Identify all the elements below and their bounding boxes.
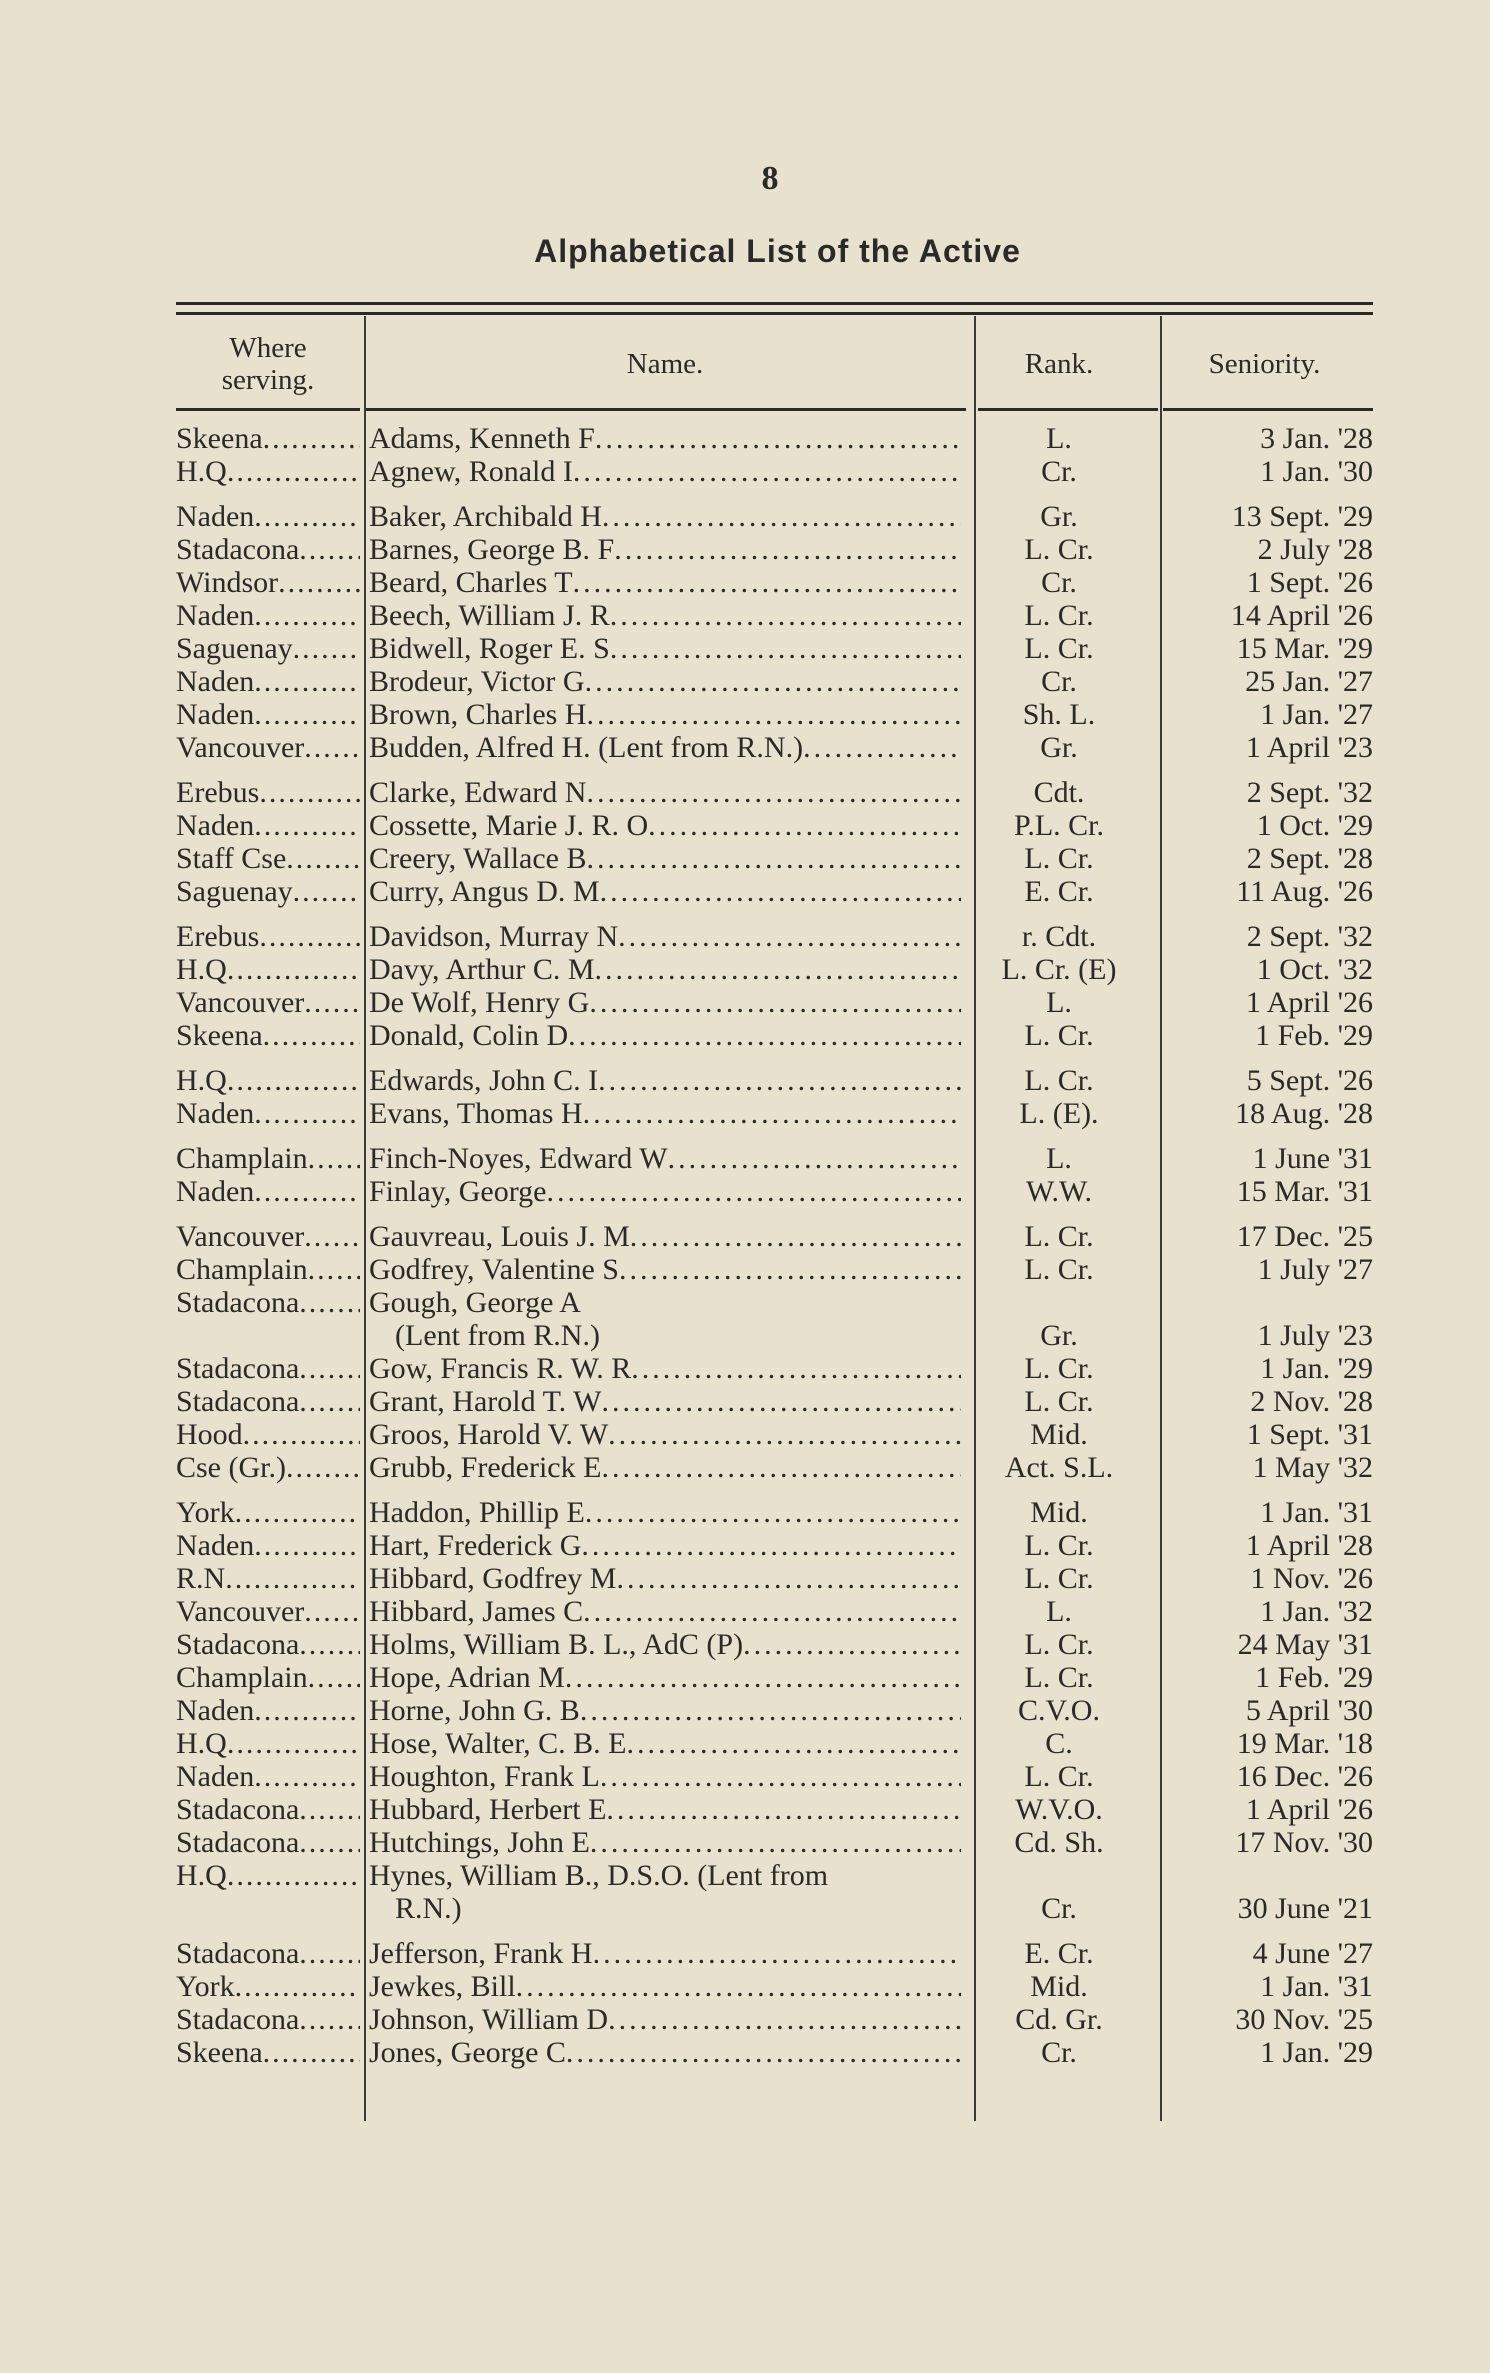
table-row	[176, 1451, 1373, 1484]
name-text: Jefferson, Frank H .....	[369, 1937, 961, 1970]
name-cell	[369, 986, 961, 1019]
where-serving-cell: York .....	[176, 1970, 360, 2003]
name-cell	[369, 698, 961, 731]
name-text: Hose, Walter, C. B. E .....	[369, 1727, 961, 1760]
where-serving-cell: Erebus .....	[176, 920, 360, 953]
name-cell	[369, 1595, 961, 1628]
name-text: Haddon, Phillip E .....	[369, 1496, 961, 1529]
name-continuation-text: R.N.)	[395, 1892, 462, 1925]
rank-cell: Act. S.L.	[1004, 1451, 1114, 1484]
header-seniority: Seniority.	[1208, 348, 1321, 380]
name-text: Jones, George C .....	[369, 2036, 961, 2069]
table-row	[176, 1097, 1373, 1130]
seniority-cell: 5 Sept. '26	[1246, 1064, 1373, 1097]
name-text: Godfrey, Valentine S .....	[369, 1253, 961, 1286]
where-serving-cell: Stadacona .....	[176, 1286, 360, 1319]
where-serving-cell: Stadacona .....	[176, 1937, 360, 1970]
seniority-cell: 1 July '27	[1257, 1253, 1373, 1286]
where-serving-cell: Naden .....	[176, 1175, 360, 1208]
where-serving-cell: Naden .....	[176, 698, 360, 731]
rank-cell: Cd. Gr.	[1015, 2003, 1103, 2036]
name-text: Gauvreau, Louis J. M .....	[369, 1220, 961, 1253]
table-row	[176, 1562, 1373, 1595]
name-cell	[369, 1529, 961, 1562]
seniority-cell: 18 Aug. '28	[1235, 1097, 1373, 1130]
rank-cell: L. Cr.	[1024, 1760, 1094, 1793]
table-row	[176, 422, 1373, 455]
name-cell	[369, 1562, 961, 1595]
seniority-cell: 3 Jan. '28	[1260, 422, 1373, 455]
name-cell	[369, 953, 961, 986]
name-text: Hart, Frederick G .....	[369, 1529, 961, 1562]
name-cell	[369, 2036, 961, 2069]
name-text: Gough, George A	[369, 1286, 581, 1319]
seniority-cell: 2 Nov. '28	[1250, 1385, 1373, 1418]
rank-cell: L. (E).	[1019, 1097, 1099, 1130]
name-cell	[369, 665, 961, 698]
where-serving-cell: Windsor .....	[176, 566, 360, 599]
rank-cell: L. Cr.	[1024, 1661, 1094, 1694]
table-row	[176, 1970, 1373, 2003]
table-row	[176, 1496, 1373, 1529]
where-serving-cell: Naden .....	[176, 599, 360, 632]
name-text: Baker, Archibald H .....	[369, 500, 961, 533]
where-serving-cell: Stadacona .....	[176, 533, 360, 566]
rank-cell: L. Cr.	[1024, 1019, 1094, 1052]
name-cell	[369, 1418, 961, 1451]
rank-cell: L. Cr.	[1024, 1562, 1094, 1595]
seniority-cell: 1 Jan. '29	[1260, 1352, 1373, 1385]
name-text: Groos, Harold V. W .....	[369, 1418, 961, 1451]
rank-cell: Gr.	[1040, 1319, 1078, 1352]
rank-cell: P.L. Cr.	[1013, 809, 1105, 842]
rank-cell: Cr.	[1041, 455, 1077, 488]
header-rank: Rank.	[1024, 348, 1094, 380]
name-text: Finch-Noyes, Edward W .....	[369, 1142, 961, 1175]
header-rule-seniority	[1163, 408, 1373, 411]
name-cell	[369, 1826, 961, 1859]
name-text: Davidson, Murray N .....	[369, 920, 961, 953]
table-row	[176, 665, 1373, 698]
table-row	[176, 2003, 1373, 2036]
where-serving-cell: Erebus .....	[176, 776, 360, 809]
name-text: Brodeur, Victor G .....	[369, 665, 961, 698]
name-text: Davy, Arthur C. M .....	[369, 953, 961, 986]
table-row	[176, 1661, 1373, 1694]
table-row	[176, 1595, 1373, 1628]
name-text: Adams, Kenneth F .....	[369, 422, 961, 455]
rank-cell: L. Cr.	[1024, 1352, 1094, 1385]
top-rule-double	[176, 312, 1373, 315]
name-cell	[369, 1793, 961, 1826]
name-cell	[369, 1019, 961, 1052]
seniority-cell: 4 June '27	[1252, 1937, 1373, 1970]
where-serving-cell: Vancouver .....	[176, 986, 360, 1019]
rank-cell: W.W.	[1025, 1175, 1093, 1208]
seniority-cell: 24 May '31	[1237, 1628, 1373, 1661]
seniority-cell: 2 Sept. '32	[1246, 920, 1373, 953]
rank-cell: Cr.	[1041, 2036, 1077, 2069]
seniority-cell: 2 Sept. '32	[1246, 776, 1373, 809]
rank-cell: Mid.	[1030, 1970, 1088, 2003]
where-serving-cell: R.N .....	[176, 1562, 360, 1595]
table-row	[176, 599, 1373, 632]
name-cell	[369, 1286, 961, 1352]
name-cell	[369, 1142, 961, 1175]
name-text: Budden, Alfred H. (Lent from R.N.) .....	[369, 731, 961, 764]
table-row	[176, 1175, 1373, 1208]
where-serving-cell: H.Q .....	[176, 1727, 360, 1760]
name-text: Beard, Charles T .....	[369, 566, 961, 599]
rank-cell: E. Cr.	[1024, 875, 1094, 908]
where-serving-cell: Saguenay .....	[176, 632, 360, 665]
name-text: Donald, Colin D .....	[369, 1019, 961, 1052]
rank-cell: L. Cr.	[1024, 599, 1094, 632]
seniority-cell: 1 Jan. '32	[1260, 1595, 1373, 1628]
seniority-cell: 1 Jan. '27	[1260, 698, 1373, 731]
name-cell	[369, 1970, 961, 2003]
top-rule	[176, 302, 1373, 305]
rank-cell: L.	[1046, 1142, 1072, 1175]
name-cell	[369, 1064, 961, 1097]
rank-cell: Cr.	[1041, 566, 1077, 599]
table-row	[176, 1694, 1373, 1727]
seniority-cell: 30 Nov. '25	[1235, 2003, 1373, 2036]
rank-cell: Cd. Sh.	[1014, 1826, 1104, 1859]
seniority-cell: 15 Mar. '31	[1236, 1175, 1373, 1208]
table-row	[176, 1253, 1373, 1286]
table-header	[176, 316, 1373, 412]
where-serving-cell: Vancouver .....	[176, 1595, 360, 1628]
name-cell	[369, 1628, 961, 1661]
seniority-cell: 19 Mar. '18	[1236, 1727, 1373, 1760]
name-cell	[369, 1220, 961, 1253]
rank-cell: L. Cr.	[1024, 1253, 1094, 1286]
where-serving-cell: Naden .....	[176, 1529, 360, 1562]
seniority-cell: 17 Dec. '25	[1236, 1220, 1373, 1253]
rank-cell: L. Cr.	[1024, 842, 1094, 875]
name-text: Johnson, William D .....	[369, 2003, 961, 2036]
name-cell	[369, 500, 961, 533]
where-serving-cell: Champlain .....	[176, 1253, 360, 1286]
table-row	[176, 1793, 1373, 1826]
name-text: Horne, John G. B .....	[369, 1694, 961, 1727]
rank-cell: L. Cr.	[1024, 1628, 1094, 1661]
name-text: Gow, Francis R. W. R .....	[369, 1352, 961, 1385]
name-text: Bidwell, Roger E. S .....	[369, 632, 961, 665]
name-cell	[369, 533, 961, 566]
name-text: De Wolf, Henry G .....	[369, 986, 961, 1019]
table-row	[176, 1760, 1373, 1793]
rank-cell: Cr.	[1041, 1892, 1077, 1925]
name-text: Hutchings, John E .....	[369, 1826, 961, 1859]
name-cell	[369, 1385, 961, 1418]
seniority-cell: 2 July '28	[1257, 533, 1373, 566]
name-text: Edwards, John C. I .....	[369, 1064, 961, 1097]
name-cell	[369, 1661, 961, 1694]
rank-cell: L. Cr.	[1024, 1529, 1094, 1562]
table-row	[176, 1286, 1373, 1352]
where-serving-cell: Naden .....	[176, 809, 360, 842]
seniority-cell: 1 Oct. '32	[1256, 953, 1373, 986]
rank-cell: C.V.O.	[1018, 1694, 1100, 1727]
where-serving-cell: York .....	[176, 1496, 360, 1529]
name-text: Hibbard, James C .....	[369, 1595, 961, 1628]
table-row	[176, 986, 1373, 1019]
name-cell	[369, 875, 961, 908]
name-cell	[369, 2003, 961, 2036]
seniority-cell: 1 April '23	[1245, 731, 1373, 764]
rank-cell: L.	[1046, 1595, 1072, 1628]
name-text: Evans, Thomas H .....	[369, 1097, 961, 1130]
name-cell	[369, 1097, 961, 1130]
where-serving-cell: H.Q .....	[176, 455, 360, 488]
name-text: Finlay, George .....	[369, 1175, 961, 1208]
name-cell	[369, 422, 961, 455]
where-serving-cell: Vancouver .....	[176, 1220, 360, 1253]
name-cell	[369, 1496, 961, 1529]
where-serving-cell: Saguenay .....	[176, 875, 360, 908]
name-text: Hynes, William B., D.S.O. (Lent from	[369, 1859, 829, 1892]
seniority-cell: 1 May '32	[1252, 1451, 1373, 1484]
where-serving-cell: Naden .....	[176, 500, 360, 533]
table-row	[176, 500, 1373, 533]
table-row	[176, 632, 1373, 665]
seniority-cell: 1 Jan. '29	[1260, 2036, 1373, 2069]
name-text: Grubb, Frederick E .....	[369, 1451, 961, 1484]
table-row	[176, 1826, 1373, 1859]
name-text: Hubbard, Herbert E .....	[369, 1793, 961, 1826]
name-text: Grant, Harold T. W .....	[369, 1385, 961, 1418]
header-rule-where	[176, 408, 360, 411]
table-row	[176, 1385, 1373, 1418]
rank-cell: L. Cr.	[1024, 632, 1094, 665]
where-serving-cell: Naden .....	[176, 1760, 360, 1793]
rank-cell: L.	[1046, 986, 1072, 1019]
where-serving-cell: H.Q .....	[176, 1859, 360, 1892]
name-text: Curry, Angus D. M .....	[369, 875, 961, 908]
where-serving-cell: Skeena .....	[176, 2036, 360, 2069]
rank-cell: L. Cr.	[1024, 1385, 1094, 1418]
seniority-cell: 13 Sept. '29	[1231, 500, 1373, 533]
seniority-cell: 17 Nov. '30	[1235, 1826, 1373, 1859]
name-cell	[369, 455, 961, 488]
where-serving-cell: Stadacona .....	[176, 1628, 360, 1661]
table-row	[176, 776, 1373, 809]
header-where-serving: Where serving.	[221, 332, 315, 396]
name-text: Clarke, Edward N .....	[369, 776, 961, 809]
rank-cell: r. Cdt.	[1021, 920, 1097, 953]
where-serving-cell: Champlain .....	[176, 1661, 360, 1694]
rank-cell: Cr.	[1041, 665, 1077, 698]
rank-cell: L. Cr.	[1024, 1220, 1094, 1253]
header-rule-rank	[978, 408, 1158, 411]
rank-cell: C.	[1045, 1727, 1073, 1760]
name-cell	[369, 809, 961, 842]
where-serving-cell: Skeena .....	[176, 1019, 360, 1052]
where-serving-cell: Naden .....	[176, 1694, 360, 1727]
name-text: Hibbard, Godfrey M .....	[369, 1562, 961, 1595]
name-continuation-text: (Lent from R.N.)	[395, 1319, 600, 1352]
table-row	[176, 455, 1373, 488]
seniority-cell: 14 April '26	[1230, 599, 1373, 632]
table-row	[176, 731, 1373, 764]
name-cell	[369, 1727, 961, 1760]
rank-cell: L. Cr.	[1024, 1064, 1094, 1097]
where-serving-cell: Stadacona .....	[176, 1352, 360, 1385]
rank-cell: Gr.	[1040, 731, 1078, 764]
rank-cell: Sh. L.	[1022, 698, 1096, 731]
where-serving-cell: Vancouver .....	[176, 731, 360, 764]
name-text: Creery, Wallace B .....	[369, 842, 961, 875]
where-serving-cell: Staff Cse .....	[176, 842, 360, 875]
name-cell	[369, 920, 961, 953]
name-cell	[369, 1253, 961, 1286]
name-cell	[369, 1352, 961, 1385]
rank-cell: E. Cr.	[1024, 1937, 1094, 1970]
name-cell	[369, 1175, 961, 1208]
seniority-cell: 30 June '21	[1237, 1892, 1373, 1925]
seniority-cell: 11 Aug. '26	[1236, 875, 1373, 908]
name-text: Beech, William J. R .....	[369, 599, 961, 632]
page-number: 8	[761, 160, 779, 197]
table-row	[176, 1937, 1373, 1970]
table-row	[176, 1418, 1373, 1451]
rank-cell: L.	[1046, 422, 1072, 455]
seniority-cell: 25 Jan. '27	[1245, 665, 1373, 698]
table-row	[176, 842, 1373, 875]
seniority-cell: 1 Sept. '31	[1246, 1418, 1373, 1451]
name-cell	[369, 599, 961, 632]
seniority-cell: 1 April '26	[1245, 1793, 1373, 1826]
seniority-cell: 1 April '26	[1245, 986, 1373, 1019]
name-cell	[369, 1451, 961, 1484]
table-row	[176, 953, 1373, 986]
rank-cell: Mid.	[1030, 1496, 1088, 1529]
where-serving-cell: Naden .....	[176, 665, 360, 698]
name-text: Agnew, Ronald I .....	[369, 455, 961, 488]
seniority-cell: 1 Jan. '31	[1260, 1496, 1373, 1529]
table-row	[176, 1220, 1373, 1253]
seniority-cell: 1 Sept. '26	[1246, 566, 1373, 599]
name-text: Brown, Charles H .....	[369, 698, 961, 731]
rank-cell: L. Cr. (E)	[1001, 953, 1117, 986]
table-row	[176, 1064, 1373, 1097]
name-cell	[369, 1694, 961, 1727]
name-text: Hope, Adrian M .....	[369, 1661, 961, 1694]
seniority-cell: 5 April '30	[1245, 1694, 1373, 1727]
rank-cell: Gr.	[1040, 500, 1078, 533]
rank-cell: Cdt.	[1033, 776, 1085, 809]
rank-cell: L. Cr.	[1024, 533, 1094, 566]
where-serving-cell: Skeena .....	[176, 422, 360, 455]
where-serving-cell: H.Q .....	[176, 953, 360, 986]
seniority-cell: 15 Mar. '29	[1236, 632, 1373, 665]
table-row	[176, 1628, 1373, 1661]
seniority-cell: 1 June '31	[1252, 1142, 1373, 1175]
table-row	[176, 2036, 1373, 2069]
name-cell	[369, 1859, 961, 1925]
page-title: Alphabetical List of the Active	[534, 233, 1021, 269]
name-text: Barnes, George B. F .....	[369, 533, 961, 566]
where-serving-cell: Stadacona .....	[176, 2003, 360, 2036]
name-text: Cossette, Marie J. R. O .....	[369, 809, 961, 842]
table-row	[176, 920, 1373, 953]
seniority-cell: 1 Jan. '31	[1260, 1970, 1373, 2003]
where-serving-cell: Hood .....	[176, 1418, 360, 1451]
table-row	[176, 1019, 1373, 1052]
table-row	[176, 1727, 1373, 1760]
name-text: Houghton, Frank L .....	[369, 1760, 961, 1793]
name-text: Jewkes, Bill .....	[369, 1970, 961, 2003]
name-cell	[369, 632, 961, 665]
where-serving-cell: H.Q .....	[176, 1064, 360, 1097]
where-serving-cell: Stadacona .....	[176, 1826, 360, 1859]
table-row	[176, 1859, 1373, 1925]
name-text: Holms, William B. L., AdC (P) .....	[369, 1628, 961, 1661]
table-row	[176, 1142, 1373, 1175]
rank-cell: W.V.O.	[1015, 1793, 1103, 1826]
table-row	[176, 533, 1373, 566]
where-serving-cell: Stadacona .....	[176, 1385, 360, 1418]
seniority-cell: 1 Nov. '26	[1250, 1562, 1373, 1595]
table-row	[176, 1529, 1373, 1562]
rank-cell: Mid.	[1030, 1418, 1088, 1451]
table-row	[176, 875, 1373, 908]
officer-list	[176, 422, 1373, 2069]
name-cell	[369, 1760, 961, 1793]
table-row	[176, 1352, 1373, 1385]
header-rule-name	[366, 408, 966, 411]
where-serving-cell: Champlain .....	[176, 1142, 360, 1175]
seniority-cell: 1 Oct. '29	[1256, 809, 1373, 842]
table-row	[176, 698, 1373, 731]
seniority-cell: 16 Dec. '26	[1236, 1760, 1373, 1793]
seniority-cell: 1 Feb. '29	[1255, 1019, 1373, 1052]
name-cell	[369, 1937, 961, 1970]
seniority-cell: 1 Feb. '29	[1255, 1661, 1373, 1694]
header-name: Name.	[626, 348, 704, 380]
name-cell	[369, 731, 961, 764]
table-row	[176, 809, 1373, 842]
where-serving-cell: Naden .....	[176, 1097, 360, 1130]
table-row	[176, 566, 1373, 599]
name-cell	[369, 776, 961, 809]
name-cell	[369, 566, 961, 599]
seniority-cell: 2 Sept. '28	[1246, 842, 1373, 875]
where-serving-cell: Stadacona .....	[176, 1793, 360, 1826]
seniority-cell: 1 Jan. '30	[1260, 455, 1373, 488]
seniority-cell: 1 July '23	[1257, 1319, 1373, 1352]
seniority-cell: 1 April '28	[1245, 1529, 1373, 1562]
where-serving-cell: Cse (Gr.) .....	[176, 1451, 360, 1484]
name-cell	[369, 842, 961, 875]
